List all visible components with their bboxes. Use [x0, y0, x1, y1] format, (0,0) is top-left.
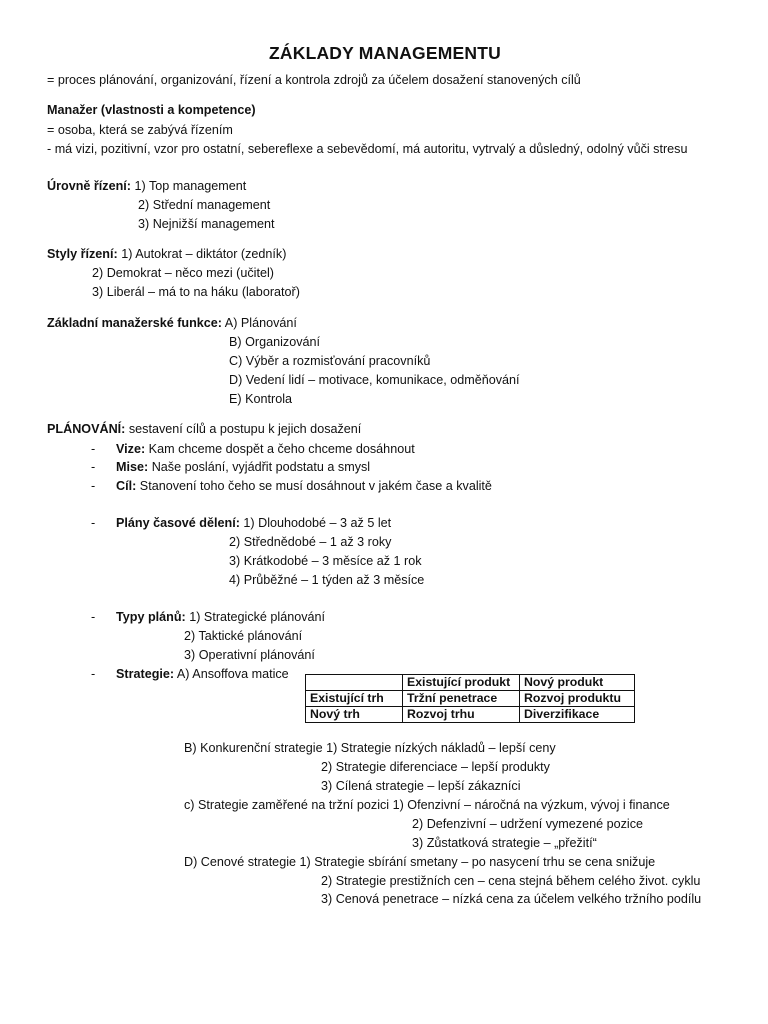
- planning-line: [47, 421, 361, 437]
- time-plans-item-4: 4) Průběžné – 1 týden až 3 měsíce: [229, 573, 425, 587]
- pricing-line-1: [184, 854, 655, 870]
- manager-line-2: - má vizi, pozitivní, vzor pro ostatní, sebereflexe a sebevědomí, má autoritu, vytrvalý a důsledný, odolný vůči stresu: [47, 142, 688, 156]
- table-cell: [306, 675, 403, 691]
- competitive-item-1: 1) Strategie nízkých nákladů – lepší ceny: [326, 741, 556, 755]
- strategy-label: Strategie:: [116, 667, 175, 681]
- bullet-dash: -: [91, 610, 96, 624]
- bullet-dash: -: [91, 516, 96, 530]
- cil-text: Stanovení toho čeho se musí dosáhnout v jakém čase a kvalitě: [139, 479, 492, 493]
- manager-heading: Manažer (vlastnosti a kompetence): [47, 103, 256, 117]
- time-plans-line-1: [116, 515, 391, 531]
- styles-item-3: 3) Liberál – má to na háku (laboratoř): [92, 285, 300, 299]
- styles-item-1: 1) Autokrat – diktátor (zedník): [121, 247, 287, 261]
- bullet-dash: -: [91, 460, 96, 474]
- planning-label: PLÁNOVÁNÍ:: [47, 422, 126, 436]
- pricing-item-3: 3) Cenová penetrace – nízká cena za účelem velkého tržního podílu: [321, 892, 702, 906]
- page-title: ZÁKLADY MANAGEMENTU: [269, 43, 501, 63]
- styles-item-2: 2) Demokrat – něco mezi (učitel): [92, 266, 274, 280]
- vize-text: Kam chceme dospět a čeho chceme dosáhnout: [148, 442, 415, 456]
- competitive-item-3: 3) Cílená strategie – lepší zákazníci: [321, 779, 521, 793]
- strategy-line: [116, 666, 289, 682]
- ansoff-matrix-table: [305, 674, 635, 723]
- styles-label: Styly řízení:: [47, 247, 118, 261]
- bullet-dash: -: [91, 667, 96, 681]
- positional-item-1: 1) Ofenzivní – náročná na výzkum, vývoj i finance: [392, 798, 670, 812]
- positional-line-1: [184, 797, 670, 813]
- functions-item-1: A) Plánování: [224, 316, 297, 330]
- competitive-label: B) Konkurenční strategie: [184, 741, 323, 755]
- pricing-item-2: 2) Strategie prestižních cen – cena stejná během celého život. cyklu: [321, 874, 701, 888]
- bullet-dash: -: [91, 479, 96, 493]
- time-plans-item-3: 3) Krátkodobé – 3 měsíce až 1 rok: [229, 554, 422, 568]
- positional-label: c) Strategie zaměřené na tržní pozici: [184, 798, 390, 812]
- table-row-header: Nový trh: [306, 707, 403, 723]
- time-plans-label: Plány časové dělení:: [116, 516, 240, 530]
- strategy-a-text: A) Ansoffova matice: [176, 667, 289, 681]
- competitive-item-2: 2) Strategie diferenciace – lepší produkty: [321, 760, 550, 774]
- pricing-label: D) Cenové strategie: [184, 855, 296, 869]
- levels-label: Úrovně řízení:: [47, 179, 131, 193]
- planning-text: sestavení cílů a postupu k jejich dosažení: [128, 422, 362, 436]
- cil-line: [116, 478, 492, 494]
- table-cell: Rozvoj trhu: [403, 707, 520, 723]
- cil-label: Cíl:: [116, 479, 137, 493]
- time-plans-item-2: 2) Střednědobé – 1 až 3 roky: [229, 535, 392, 549]
- functions-item-4: D) Vedení lidí – motivace, komunikace, odměňování: [229, 373, 520, 387]
- competitive-line-1: [184, 740, 556, 756]
- bullet-dash: -: [91, 442, 96, 456]
- table-header-cell: Existující produkt: [403, 675, 520, 691]
- vize-line: [116, 441, 415, 457]
- table-cell: Rozvoj produktu: [520, 691, 635, 707]
- table-row: [306, 691, 635, 707]
- manager-line-1: = osoba, která se zabývá řízením: [47, 123, 233, 137]
- mise-label: Mise:: [116, 460, 149, 474]
- plan-types-line-1: [116, 609, 325, 625]
- table-row: [306, 707, 635, 723]
- table-row-header: Existující trh: [306, 691, 403, 707]
- plan-types-item-3: 3) Operativní plánování: [184, 648, 315, 662]
- functions-item-5: E) Kontrola: [229, 392, 292, 406]
- time-plans-item-1: 1) Dlouhodobé – 3 až 5 let: [243, 516, 392, 530]
- pricing-item-1: 1) Strategie sbírání smetany – po nasycení trhu se cena snižuje: [299, 855, 656, 869]
- plan-types-item-2: 2) Taktické plánování: [184, 629, 303, 643]
- table-cell: Tržní penetrace: [403, 691, 520, 707]
- levels-line-1: [47, 178, 246, 194]
- styles-line-1: [47, 246, 286, 262]
- vize-label: Vize:: [116, 442, 146, 456]
- levels-item-2: 2) Střední management: [138, 198, 271, 212]
- plan-types-label: Typy plánů:: [116, 610, 186, 624]
- positional-item-2: 2) Defenzivní – udržení vymezené pozice: [412, 817, 644, 831]
- functions-item-2: B) Organizování: [229, 335, 320, 349]
- positional-item-3: 3) Zůstatková strategie – „přežití“: [412, 836, 597, 850]
- mise-text: Naše poslání, vyjádřit podstatu a smysl: [151, 460, 371, 474]
- table-cell: Diverzifikace: [520, 707, 635, 723]
- table-row: [306, 675, 635, 691]
- functions-line-1: [47, 315, 297, 331]
- functions-item-3: C) Výběr a rozmisťování pracovníků: [229, 354, 431, 368]
- mise-line: [116, 459, 370, 475]
- plan-types-item-1: 1) Strategické plánování: [189, 610, 326, 624]
- functions-label: Základní manažerské funkce:: [47, 316, 222, 330]
- levels-item-1: 1) Top management: [134, 179, 247, 193]
- table-header-cell: Nový produkt: [520, 675, 635, 691]
- levels-item-3: 3) Nejnižší management: [138, 217, 275, 231]
- definition-line: = proces plánování, organizování, řízení a kontrola zdrojů za účelem dosažení stanovených cílů: [47, 73, 581, 87]
